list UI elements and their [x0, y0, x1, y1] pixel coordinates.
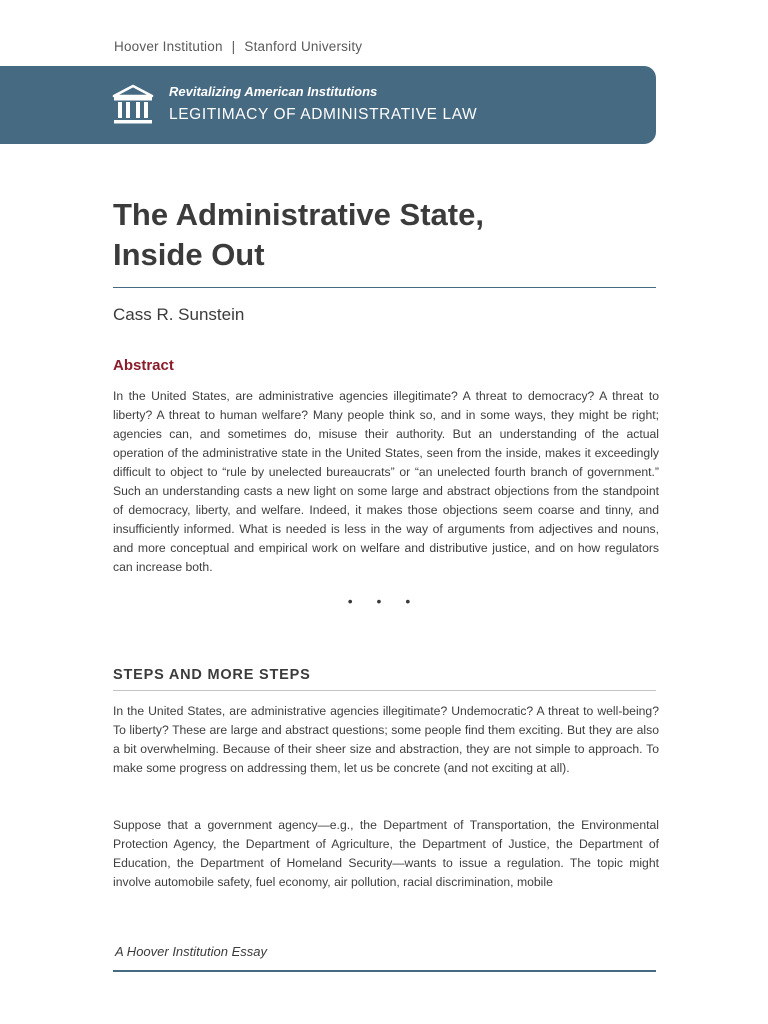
- title-divider: [113, 287, 656, 288]
- page-title: [113, 195, 673, 275]
- abstract-heading: Abstract: [113, 357, 174, 374]
- institution-name: Hoover Institution: [114, 39, 223, 54]
- section-divider-dots: • • •: [347, 593, 421, 609]
- title-line-1: The Administrative State,: [113, 197, 484, 232]
- author-name: Cass R. Sunstein: [113, 305, 245, 324]
- series-banner: [0, 66, 656, 144]
- section-heading: STEPS AND MORE STEPS: [113, 667, 311, 683]
- series-title: Revitalizing American Institutions: [169, 84, 378, 99]
- institution-line: [114, 39, 362, 54]
- footer-series-label: A Hoover Institution Essay: [115, 944, 267, 959]
- institution-separator: |: [231, 39, 236, 54]
- building-columns-icon: [112, 83, 154, 125]
- body-paragraph-2: Suppose that a government agency—e.g., the Department of Transportation, the Environmental Protection Agency, the Department of Agriculture, the Department of Justice, the Department of Education, the Department of Homeland Security—wants to issue a regulation. The topic might involve automobile safety, fuel economy, air pollution, racial discrimination, mobile: [113, 818, 659, 889]
- body-paragraph-1: In the United States, are administrative agencies illegitimate? Undemocratic? A threat to well-being? To liberty? These are large and abstract questions; some people find them exciting. But they are also a bit overwhelming. Because of their sheer size and abstraction, they are not simple to approach. To make some progress on addressing them, let us be concrete (and not exciting at all).: [113, 704, 659, 775]
- title-line-2: Inside Out: [113, 237, 265, 272]
- section-divider: [113, 690, 656, 691]
- footer-divider: [113, 970, 656, 972]
- abstract-text: In the United States, are administrative agencies illegitimate? A threat to democracy? A threat to liberty? A threat to human welfare? Many people think so, and in some ways, they might be right; agencies can, and sometimes do, misuse their authority. But an understanding of the actual operation of the administrative state in the United States, seen from the inside, makes it exceedingly difficult to object to “rule by unelected bureaucrats” or “an unelected fourth branch of government.” Such an understanding casts a new light on some large and abstract objections from the standpoint of democracy, liberty, and welfare. Indeed, it makes those objections seem coarse and tinny, and insufficiently informed. What is needed is less in the way of arguments from adjectives and nouns, and more conceptual and empirical work on welfare and distributive justice, and on how regulators can increase both.: [113, 389, 659, 574]
- series-subtitle: LEGITIMACY OF ADMINISTRATIVE LAW: [169, 106, 478, 123]
- university-name: Stanford University: [244, 39, 363, 54]
